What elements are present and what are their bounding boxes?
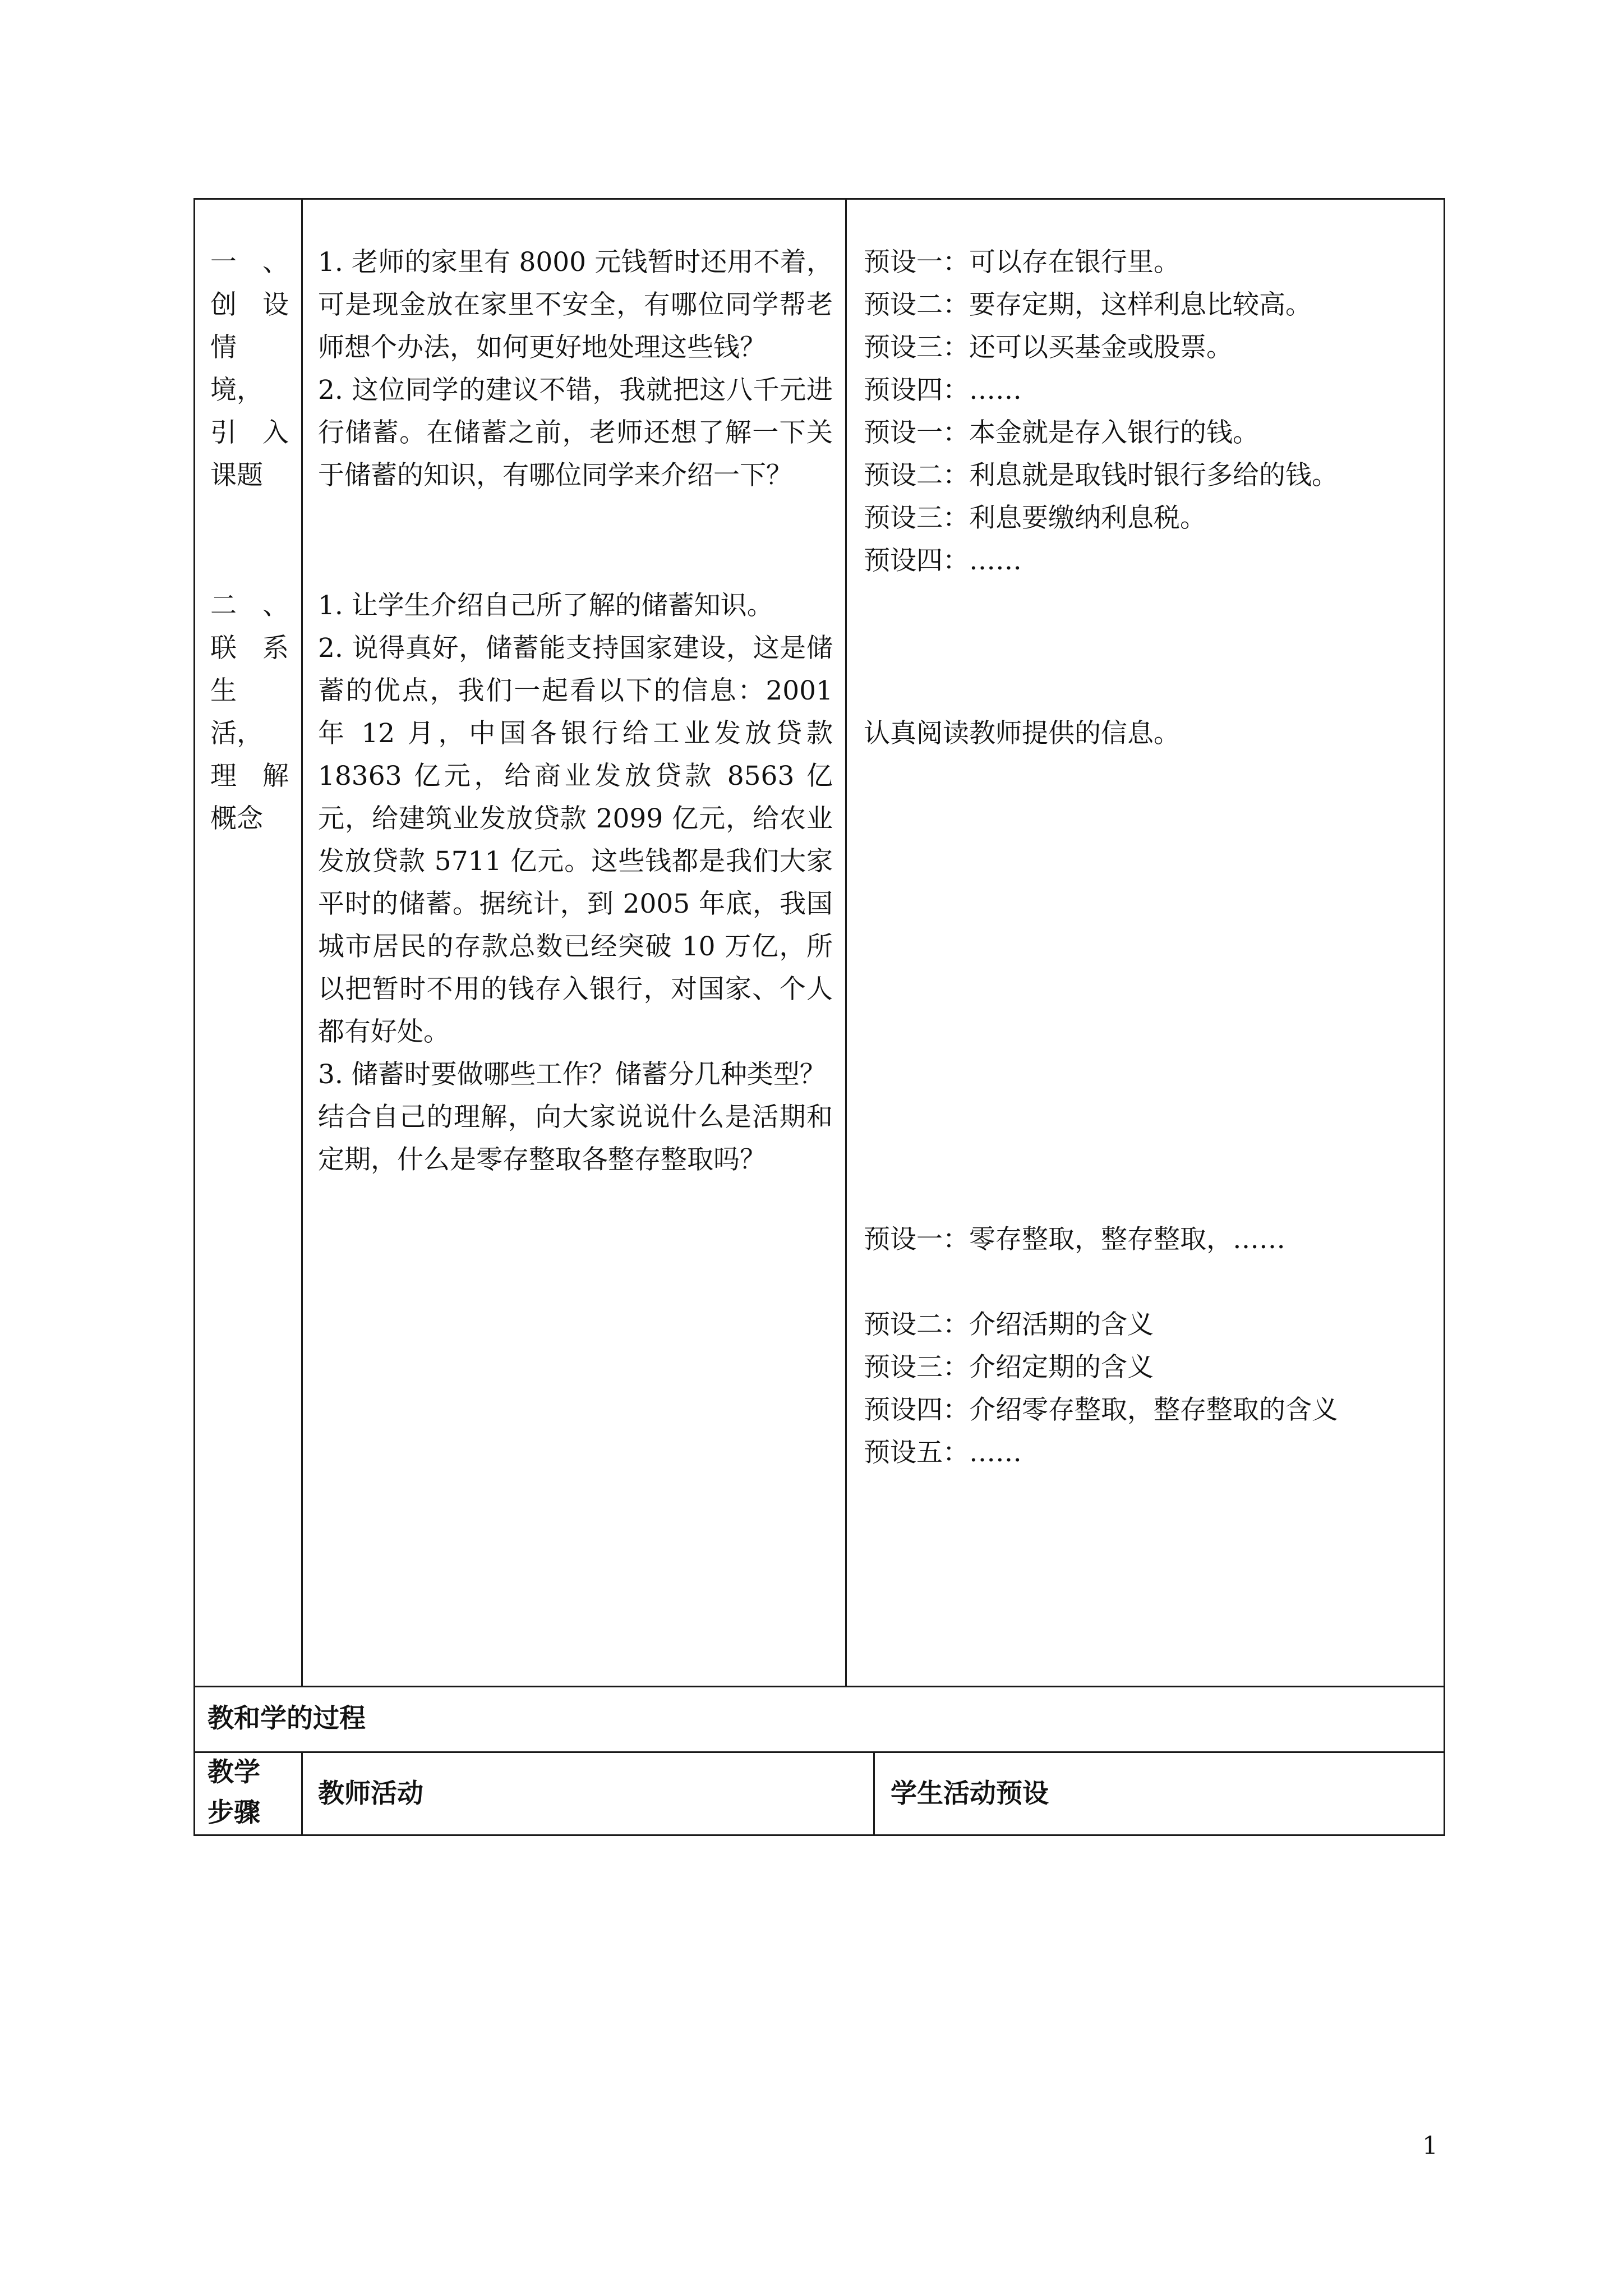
student-presets-step1 xyxy=(864,241,1430,582)
teacher-paragraph: 1. 让学生介绍自己所了解的储蓄知识。 xyxy=(318,590,773,621)
page-number: 1 xyxy=(1422,2132,1438,2160)
teacher-activity-step1 xyxy=(318,241,833,497)
col-divider-2 xyxy=(845,198,847,1686)
student-preset-line: 预设一：本金就是存入银行的钱。 xyxy=(864,417,1259,448)
student-read-info: 认真阅读教师提供的信息。 xyxy=(864,718,1180,749)
table-bottom-border xyxy=(193,1834,1445,1836)
student-preset-line: 预设三：还可以买基金或股票。 xyxy=(864,332,1233,363)
student-preset-line: 预设三：利息要缴纳利息税。 xyxy=(864,503,1206,533)
table-top-border xyxy=(193,198,1445,200)
row-divider-process xyxy=(193,1751,1445,1753)
student-preset-line: 预设一：可以存在银行里。 xyxy=(864,247,1180,278)
student-preset-line: 预设一：零存整取，整存整取，…… xyxy=(864,1224,1285,1255)
table-right-border xyxy=(1444,198,1445,1836)
teacher-activity-step2 xyxy=(318,585,833,1181)
student-preset-line: 预设二：要存定期，这样利息比较高。 xyxy=(864,289,1312,320)
header-student-col: 学生活动预设 xyxy=(891,1778,1049,1809)
header-col-divider-1 xyxy=(301,1751,303,1836)
header-step-col: 教学步骤 xyxy=(208,1757,260,1828)
col-divider-1 xyxy=(301,198,303,1686)
student-preset-line: 预设四：介绍零存整取，整存整取的含义 xyxy=(864,1395,1338,1425)
teacher-paragraph: 3. 储蓄时要做哪些工作？储蓄分几种类型？ xyxy=(318,1059,826,1090)
student-preset-line: 预设五：…… xyxy=(864,1437,1022,1468)
student-preset-line: 预设三：介绍定期的含义 xyxy=(864,1352,1154,1383)
student-preset-line: 预设二：介绍活期的含义 xyxy=(864,1309,1154,1340)
table-left-border xyxy=(193,198,195,1836)
header-col-divider-2 xyxy=(873,1751,875,1836)
teacher-paragraph: 2. 说得真好，储蓄能支持国家建设，这是储蓄的优点，我们一起看以下的信息：2001 年 12 月，中国各银行给工业发放贷款 18363 亿元，给商业发放贷款 8563 亿元，给建筑业发放贷款 2099 亿元，给农业发放贷款 5711 亿元。这些钱都是我们大家平时的储蓄。据统计，到 2005 年底，我国城市居民的存款总数已经突破 10 万亿，所以把暂时不用的钱存入银行，对国家、个人都有好处。 xyxy=(318,633,833,1047)
student-presets-step2 xyxy=(864,1218,1430,1474)
teacher-paragraph: 1. 老师的家里有 8000 元钱暂时还用不着，可是现金放在家里不安全，有哪位同学帮老师想个办法，如何更好地处理这些钱？ xyxy=(318,247,833,363)
step1-label: 一 、 创 设 情境， 引 入 课题 xyxy=(210,247,289,491)
teacher-paragraph: 2. 这位同学的建议不错，我就把这八千元进行储蓄。在储蓄之前，老师还想了解一下关于储蓄的知识，有哪位同学来介绍一下？ xyxy=(318,375,833,491)
student-preset-line: 预设四：…… xyxy=(864,545,1022,576)
student-preset-line: 预设四：…… xyxy=(864,375,1022,406)
row-divider-content xyxy=(193,1686,1445,1687)
step2-label: 二 、 联 系 生活， 理 解 概念 xyxy=(210,590,289,834)
header-teacher-col: 教师活动 xyxy=(318,1778,423,1809)
student-preset-line: 预设二：利息就是取钱时银行多给的钱。 xyxy=(864,460,1338,491)
process-title: 教和学的过程 xyxy=(208,1703,366,1734)
teacher-paragraph: 结合自己的理解，向大家说说什么是活期和定期，什么是零存整取各整存整取吗？ xyxy=(318,1102,833,1175)
